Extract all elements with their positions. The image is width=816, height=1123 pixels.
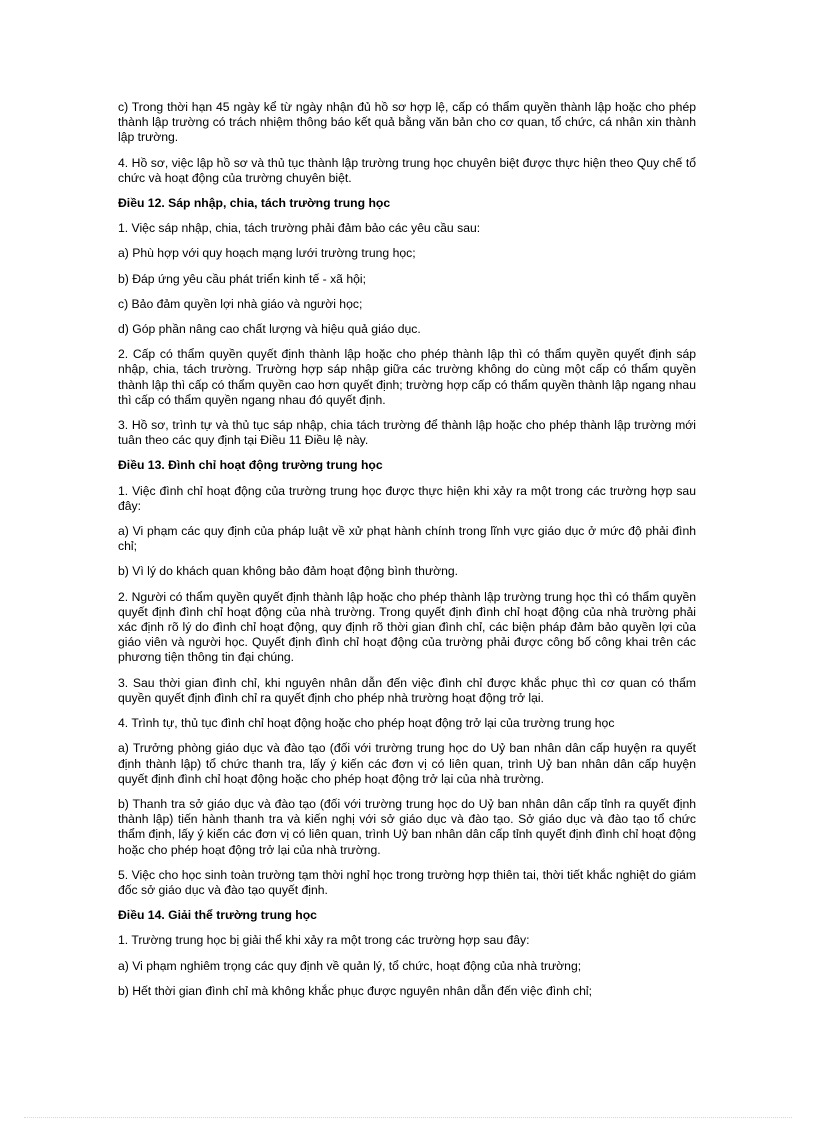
article-13-clause-4: 4. Trình tự, thủ tục đình chỉ hoạt động hoặc cho phép hoạt động trở lại của trường trung học <box>118 716 615 731</box>
article-12-clause-3: 3. Hồ sơ, trình tự và thủ tục sáp nhập, chia tách trường để thành lập hoặc cho phép thành lập trường mới tuân theo các quy định tại Điều 11 Điều lệ này. <box>118 418 696 448</box>
article-13-clause-5: 5. Việc cho học sinh toàn trường tạm thời nghỉ học trong trường hợp thiên tai, thời tiết khắc nghiệt do giám đốc sở giáo dục và đào tạo quyết định. <box>118 867 696 897</box>
article-12-clause-1: 1. Việc sáp nhập, chia, tách trường phải đảm bảo các yêu cầu sau: <box>118 221 481 236</box>
article-13-clause-3: 3. Sau thời gian đình chỉ, khi nguyên nhân dẫn đến việc đình chỉ được khắc phục thì cơ quan có thẩm quyền quyết định đình chỉ ra quyết định cho phép nhà trường hoạt động trở lại. <box>118 675 696 705</box>
article-13-clause-1: 1. Việc đình chỉ hoạt động của trường trung học được thực hiện khi xảy ra một trong các trường hợp sau đây: <box>118 483 696 513</box>
article-14-clause-1: 1. Trường trung học bị giải thể khi xảy ra một trong các trường hợp sau đây: <box>118 933 530 948</box>
article-14-clause-1b: b) Hết thời gian đình chỉ mà không khắc phục được nguyên nhân dẫn đến việc đình chỉ; <box>118 983 593 998</box>
article-13-clause-2: 2. Người có thẩm quyền quyết định thành lập hoặc cho phép thành lập trường trung học thì có thẩm quyền quyết định đình chỉ hoạt động của nhà trường. Trong quyết định đình chỉ hoạt động của nhà trường phải xác định rõ lý do đình chỉ hoạt động, quy định rõ thời gian đình chỉ, các biện pháp đảm bảo quyền lợi của giáo viên và người học. Quyết định đình chỉ hoạt động của trường phải được công bố công khai trên các phương tiện thông tin đại chúng. <box>118 589 696 665</box>
article-13-clause-4b: b) Thanh tra sở giáo dục và đào tạo (đối với trường trung học do Uỷ ban nhân dân cấp tỉnh ra quyết định thành lập) tiến hành thanh tra và kiến nghị với sở giáo dục và đào tạo. Sở giáo dục và đào tạo tổ chức thẩm định, lấy ý kiến các đơn vị có liên quan, trình Uỷ ban nhân dân cấp tỉnh quyết định đình chỉ hoạt động hoặc cho phép hoạt động trở lại của nhà trường. <box>118 796 696 857</box>
document-page <box>118 100 696 1009</box>
paragraph-4: 4. Hồ sơ, việc lập hồ sơ và thủ tục thành lập trường trung học chuyên biệt được thực hiện theo Quy chế tổ chức và hoạt động của trường chuyên biệt. <box>118 155 696 185</box>
article-14-heading: Điều 14. Giải thể trường trung học <box>118 908 317 923</box>
article-12-heading: Điều 12. Sáp nhập, chia, tách trường trung học <box>118 196 391 211</box>
article-12-clause-1b: b) Đáp ứng yêu cầu phát triển kinh tế - xã hội; <box>118 271 366 286</box>
paragraph-3c: c) Trong thời hạn 45 ngày kể từ ngày nhận đủ hồ sơ hợp lệ, cấp có thẩm quyền thành lập hoặc cho phép thành lập trường có trách nhiệm thông báo kết quả bằng văn bản cho cơ quan, tổ chức, cá nhân xin thành lập trường. <box>118 100 696 145</box>
article-12-clause-1d: d) Góp phần nâng cao chất lượng và hiệu quả giáo dục. <box>118 322 421 337</box>
article-13-clause-1b: b) Vì lý do khách quan không bảo đảm hoạt động bình thường. <box>118 564 459 579</box>
article-13-clause-1a: a) Vi phạm các quy định của pháp luật về xử phạt hành chính trong lĩnh vực giáo dục ở mức độ phải đình chỉ; <box>118 524 696 554</box>
article-13-clause-4a: a) Trưởng phòng giáo dục và đào tạo (đối với trường trung học do Uỷ ban nhân dân cấp huyện ra quyết định thành lập) tổ chức thanh tra, lấy ý kiến các đơn vị có liên quan, trình Uỷ ban nhân dân cấp huyện quyết định đình chỉ hoạt động hoặc cho phép hoạt động trở lại của nhà trường. <box>118 741 696 786</box>
article-14-clause-1a: a) Vi phạm nghiêm trọng các quy định về quản lý, tổ chức, hoạt động của nhà trường; <box>118 958 582 973</box>
page-bottom-divider <box>24 1117 792 1118</box>
article-12-clause-1c: c) Bảo đảm quyền lợi nhà giáo và người học; <box>118 296 363 311</box>
article-12-clause-1a: a) Phù hợp với quy hoạch mạng lưới trường trung học; <box>118 246 416 261</box>
article-12-clause-2: 2. Cấp có thẩm quyền quyết định thành lập hoặc cho phép thành lập thì có thẩm quyền quyết định sáp nhập, chia, tách trường. Trường hợp sáp nhập giữa các trường không do cùng một cấp có thẩm quyền thành lập thì cấp có thẩm quyền cao hơn quyết định; trường hợp cấp có thẩm quyền thành lập ngang nhau thì cấp có thẩm quyền ngang nhau đó quyết định. <box>118 347 696 407</box>
article-13-heading: Điều 13. Đình chỉ hoạt động trường trung học <box>118 458 383 473</box>
